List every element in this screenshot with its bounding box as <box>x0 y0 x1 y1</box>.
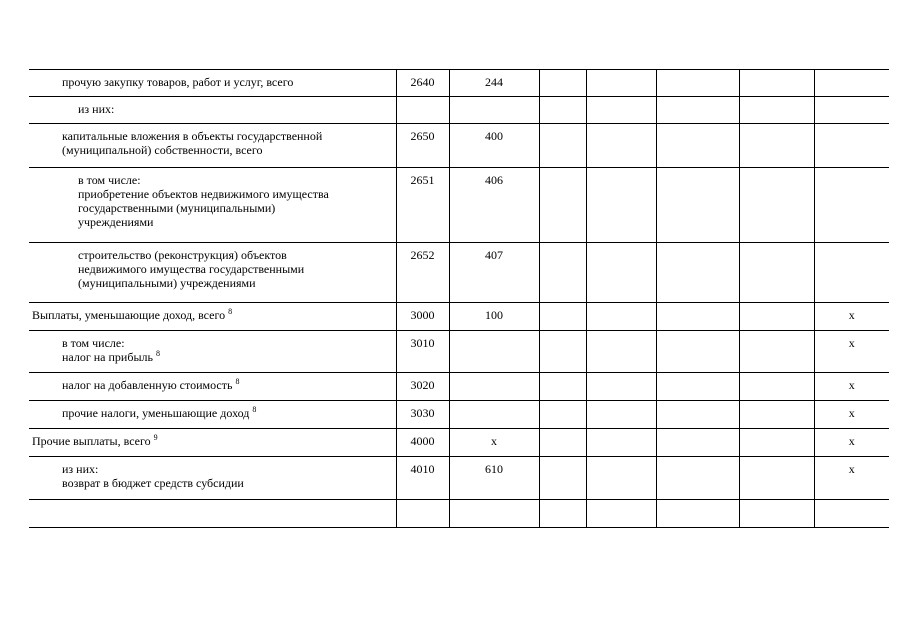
row-kbk: 244 <box>449 70 539 97</box>
row-kbk: x <box>449 429 539 457</box>
row-mark: x <box>814 457 889 500</box>
row-label: прочие налоги, уменьшающие доход $^8$ <box>29 401 396 429</box>
row-mark: x <box>814 331 889 373</box>
amount-cell <box>739 168 814 243</box>
row-kbk <box>449 401 539 429</box>
row-mark <box>814 124 889 168</box>
amount-cell <box>539 373 586 401</box>
amount-cell <box>586 331 656 373</box>
footnote-ref: 8 <box>235 377 240 386</box>
amount-cell <box>539 401 586 429</box>
amount-cell <box>539 124 586 168</box>
row-label: капитальные вложения в объекты государственной (муниципальной) собственности, всего <box>29 124 396 168</box>
table-row <box>29 168 889 243</box>
row-kbk: 100 <box>449 303 539 331</box>
amount-cell <box>656 429 739 457</box>
row-mark <box>814 168 889 243</box>
amount-cell <box>586 243 656 303</box>
row-label: в том числе: приобретение объектов недвижимого имущества государственными (муниципальными) учреждениями <box>29 168 396 243</box>
row-kbk <box>449 373 539 401</box>
table-row <box>29 500 889 528</box>
row-label: Прочие выплаты, всего $^9$ <box>29 429 396 457</box>
row-label <box>29 500 396 528</box>
row-code <box>396 500 449 528</box>
row-code: 4000 <box>396 429 449 457</box>
amount-cell <box>739 303 814 331</box>
amount-cell <box>739 457 814 500</box>
table-row <box>29 331 889 373</box>
table-row <box>29 70 889 97</box>
row-mark: x <box>814 401 889 429</box>
amount-cell <box>656 373 739 401</box>
amount-cell <box>539 457 586 500</box>
row-mark <box>814 97 889 124</box>
amount-cell <box>539 500 586 528</box>
row-mark: x <box>814 429 889 457</box>
table-row <box>29 457 889 500</box>
payments-table <box>29 69 889 528</box>
amount-cell <box>656 97 739 124</box>
row-code: 2650 <box>396 124 449 168</box>
row-kbk <box>449 97 539 124</box>
row-label: Выплаты, уменьшающие доход, всего $^8$ <box>29 303 396 331</box>
row-mark <box>814 70 889 97</box>
amount-cell <box>739 243 814 303</box>
table-row <box>29 401 889 429</box>
amount-cell <box>739 70 814 97</box>
amount-cell <box>586 124 656 168</box>
amount-cell <box>739 97 814 124</box>
amount-cell <box>739 331 814 373</box>
amount-cell <box>539 70 586 97</box>
amount-cell <box>656 303 739 331</box>
row-mark <box>814 243 889 303</box>
amount-cell <box>656 70 739 97</box>
amount-cell <box>539 243 586 303</box>
table-row <box>29 373 889 401</box>
amount-cell <box>539 331 586 373</box>
amount-cell <box>739 401 814 429</box>
amount-cell <box>586 401 656 429</box>
amount-cell <box>586 97 656 124</box>
amount-cell <box>656 457 739 500</box>
amount-cell <box>586 457 656 500</box>
row-label: строительство (реконструкция) объектов недвижимого имущества государственными (муниципальными) учреждениями <box>29 243 396 303</box>
amount-cell <box>739 429 814 457</box>
amount-cell <box>656 243 739 303</box>
row-kbk: 400 <box>449 124 539 168</box>
amount-cell <box>539 168 586 243</box>
amount-cell <box>739 124 814 168</box>
row-kbk: 610 <box>449 457 539 500</box>
footnote-ref: 8 <box>252 405 257 414</box>
table-row <box>29 243 889 303</box>
row-mark: x <box>814 373 889 401</box>
amount-cell <box>586 500 656 528</box>
amount-cell <box>586 429 656 457</box>
row-kbk: 406 <box>449 168 539 243</box>
amount-cell <box>656 168 739 243</box>
table-row <box>29 429 889 457</box>
row-code: 2651 <box>396 168 449 243</box>
row-code: 2640 <box>396 70 449 97</box>
row-code: 3020 <box>396 373 449 401</box>
row-code <box>396 97 449 124</box>
amount-cell <box>539 429 586 457</box>
amount-cell <box>586 373 656 401</box>
row-code: 3030 <box>396 401 449 429</box>
row-kbk: 407 <box>449 243 539 303</box>
footnote-ref: 8 <box>155 349 160 358</box>
table-row <box>29 303 889 331</box>
table-row <box>29 124 889 168</box>
table-row <box>29 97 889 124</box>
amount-cell <box>656 331 739 373</box>
amount-cell <box>656 124 739 168</box>
amount-cell <box>586 70 656 97</box>
row-label: из них: <box>29 97 396 124</box>
amount-cell <box>586 303 656 331</box>
row-kbk <box>449 500 539 528</box>
footnote-ref: 9 <box>153 433 158 442</box>
row-mark: x <box>814 303 889 331</box>
amount-cell <box>539 303 586 331</box>
amount-cell <box>739 500 814 528</box>
amount-cell <box>739 373 814 401</box>
row-label: налог на добавленную стоимость $^8$ <box>29 373 396 401</box>
row-code: 3000 <box>396 303 449 331</box>
row-label: прочую закупку товаров, работ и услуг, всего <box>29 70 396 97</box>
row-code: 4010 <box>396 457 449 500</box>
amount-cell <box>656 401 739 429</box>
amount-cell <box>539 97 586 124</box>
amount-cell <box>656 500 739 528</box>
row-code: 2652 <box>396 243 449 303</box>
footnote-ref: 8 <box>228 307 233 316</box>
row-kbk <box>449 331 539 373</box>
row-mark <box>814 500 889 528</box>
row-label: из них: возврат в бюджет средств субсидии <box>29 457 396 500</box>
row-label: в том числе: налог на прибыль $^8$ <box>29 331 396 373</box>
row-code: 3010 <box>396 331 449 373</box>
amount-cell <box>586 168 656 243</box>
